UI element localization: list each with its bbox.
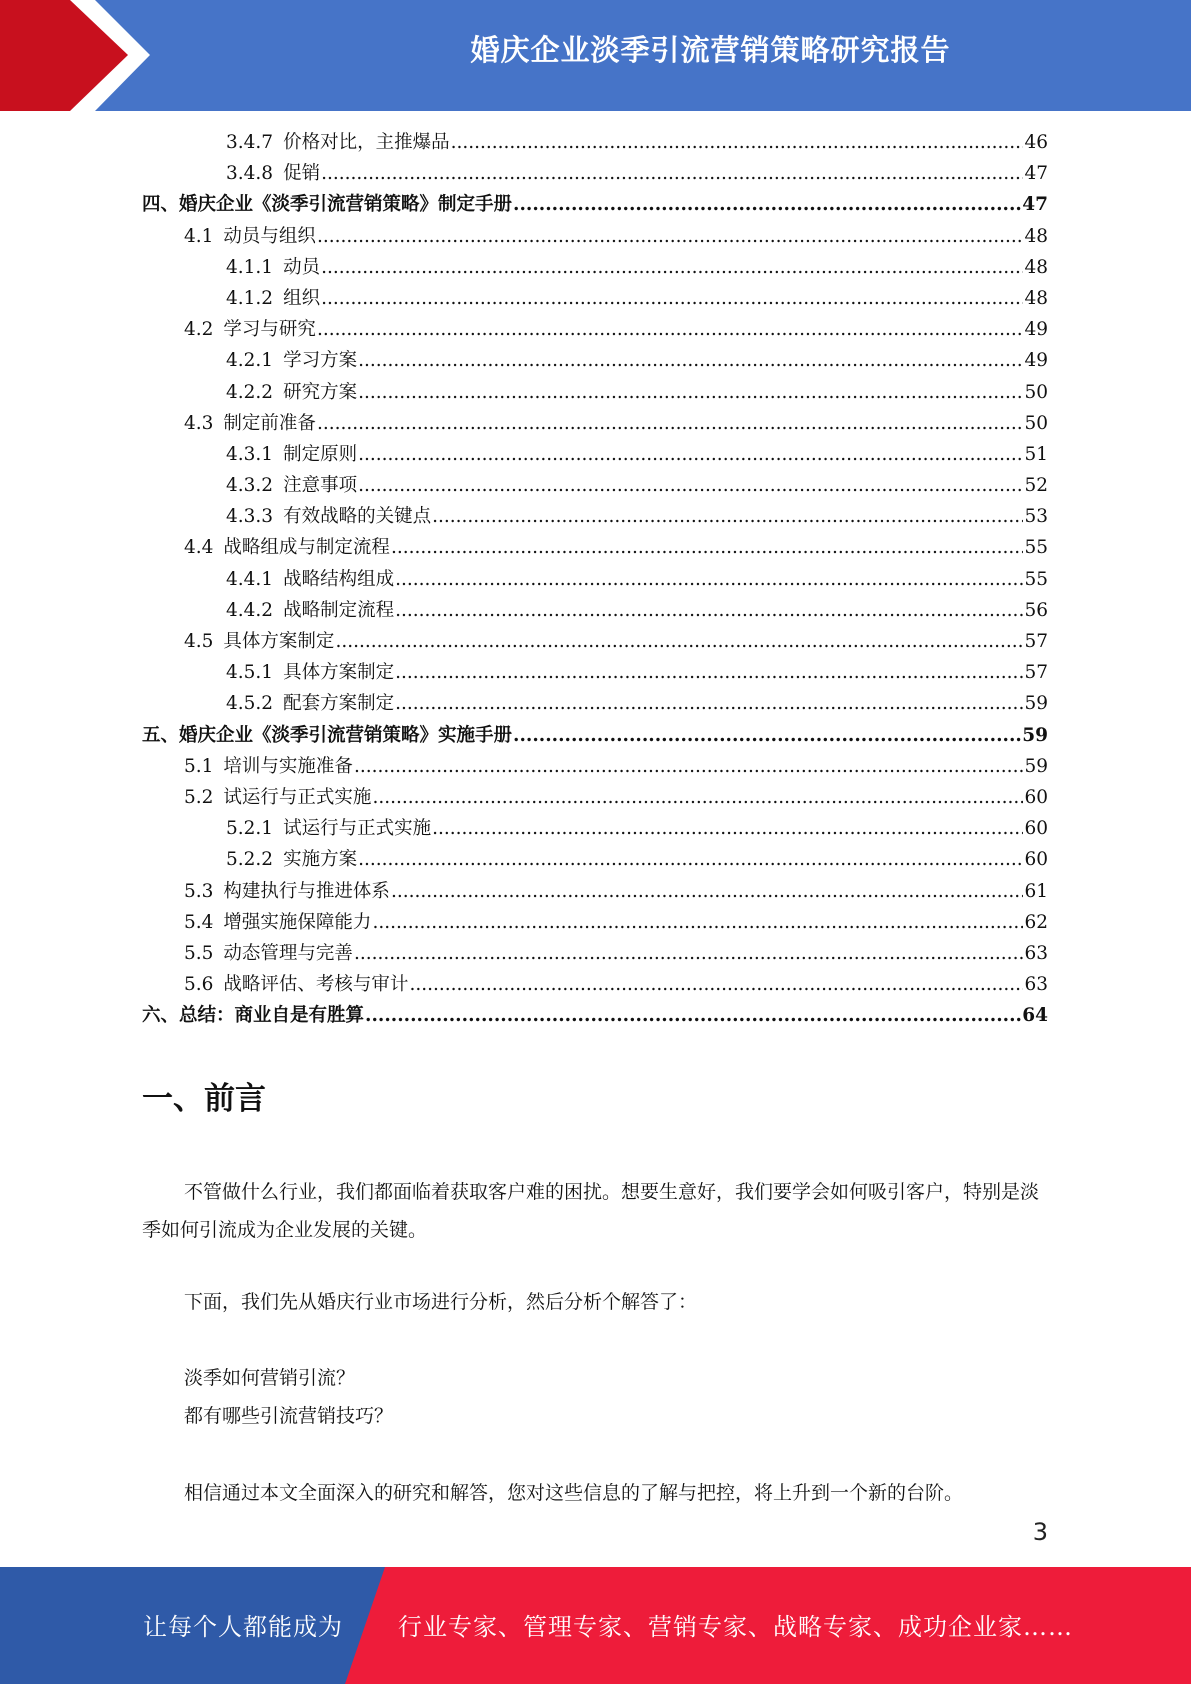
toc-entry-title: 注意事项 [283, 475, 358, 497]
toc-entry-page: 51 [1024, 443, 1048, 465]
toc-entry-page: 55 [1024, 537, 1048, 559]
toc-entry-page: 46 [1024, 132, 1048, 153]
toc-entry[interactable] [142, 907, 1048, 938]
toc-entry-title: 组织 [283, 287, 321, 309]
toc-entry-page: 52 [1024, 475, 1048, 497]
toc-entry-page: 48 [1024, 225, 1048, 247]
toc-entry-number: 4.2.1 [226, 350, 274, 372]
toc-entry-title: 制定前准备 [223, 412, 316, 434]
toc-entry-number: 4.3.2 [226, 475, 274, 497]
toc-entry-number: 3.4.8 [226, 163, 274, 185]
toc-entry-page: 63 [1024, 974, 1048, 996]
toc-entry-title: 试运行与正式实施 [223, 786, 372, 808]
toc-entry-number: 4.4.2 [226, 599, 274, 621]
section-heading: 一、前言 [142, 1081, 266, 1117]
toc-entry-leader [432, 813, 1023, 844]
toc-entry-page: 60 [1024, 818, 1048, 840]
toc-entry-leader [395, 688, 1023, 719]
toc-entry-leader [451, 127, 1024, 158]
toc-entry-leader [372, 782, 1023, 813]
toc-entry-title: 学习方案 [283, 350, 358, 372]
toc-entry-number: 5.6 [184, 974, 214, 996]
toc-entry-page: 60 [1024, 786, 1048, 808]
toc-entry[interactable] [142, 844, 1048, 875]
toc-entry-title: 研究方案 [283, 381, 358, 403]
intro-question-2: 都有哪些引流营销技巧？ [184, 1405, 394, 1427]
toc-entry-page: 48 [1024, 287, 1048, 309]
toc-entry[interactable] [142, 127, 1048, 158]
toc-entry-page: 53 [1024, 506, 1048, 528]
toc-entry-number: 5.3 [184, 880, 214, 902]
toc-entry-leader [321, 283, 1023, 314]
toc-entry[interactable] [142, 345, 1048, 376]
toc-entry-number: 4.1.2 [226, 287, 274, 309]
toc-entry-title: 具体方案制定 [223, 631, 335, 652]
toc-entry[interactable] [142, 657, 1048, 688]
toc-entry-title: 五、婚庆企业《淡季引流营销策略》实施手册 [142, 724, 513, 746]
toc-entry-leader [358, 470, 1023, 501]
page-header [0, 0, 1191, 111]
toc-entry-title: 战略结构组成 [283, 568, 395, 590]
toc-entry-leader [409, 969, 1023, 1000]
toc-entry-number: 5.2 [184, 786, 214, 808]
toc-entry-number: 4.3.1 [226, 443, 274, 465]
table-of-contents [142, 127, 1048, 1031]
toc-entry-leader [372, 907, 1023, 938]
toc-entry[interactable] [142, 595, 1048, 626]
header-title: 婚庆企业淡季引流营销策略研究报告 [470, 33, 951, 67]
toc-entry-title: 实施方案 [283, 849, 358, 871]
toc-entry-leader [513, 189, 1021, 220]
toc-entry-number: 4.1.1 [226, 256, 274, 278]
toc-entry[interactable] [142, 221, 1048, 252]
toc-entry-page: 64 [1022, 1005, 1048, 1027]
toc-entry[interactable] [142, 688, 1048, 719]
toc-entry[interactable] [142, 626, 1048, 657]
intro-paragraph-1: 不管做什么行业，我们都面临着获取客户难的困扰。想要生意好，我们要学会如何吸引客户，特别是淡季如何引流成为企业发展的关键。 [142, 1181, 1040, 1241]
toc-entry-leader [395, 595, 1023, 626]
toc-entry[interactable] [142, 751, 1048, 782]
toc-entry-title: 试运行与正式实施 [283, 818, 432, 840]
toc-entry-page: 56 [1024, 599, 1048, 621]
toc-entry[interactable] [142, 813, 1048, 844]
toc-entry-page: 61 [1024, 880, 1048, 902]
toc-entry[interactable] [142, 470, 1048, 501]
toc-entry-number: 4.1 [184, 225, 214, 247]
toc-entry-number: 4.5 [184, 631, 214, 652]
intro-question-1: 淡季如何营销引流？ [184, 1367, 356, 1389]
toc-entry-page: 59 [1022, 724, 1048, 746]
toc-entry-leader [317, 314, 1024, 345]
toc-entry[interactable] [142, 532, 1048, 563]
toc-entry-leader [354, 938, 1024, 969]
toc-entry-leader [391, 876, 1024, 907]
toc-entry-leader [391, 532, 1024, 563]
toc-entry-title: 具体方案制定 [283, 662, 395, 684]
toc-entry-page: 62 [1024, 911, 1048, 933]
toc-entry-leader [317, 408, 1024, 439]
toc-entry-page: 47 [1024, 163, 1048, 185]
toc-entry-page: 57 [1024, 631, 1048, 652]
toc-entry-title: 动员 [283, 256, 321, 278]
toc-entry-page: 55 [1024, 568, 1048, 590]
toc-entry[interactable] [142, 439, 1048, 470]
toc-entry-page: 57 [1024, 662, 1048, 684]
toc-entry-title: 战略组成与制定流程 [223, 537, 390, 559]
footer-slogan-right: 行业专家、管理专家、营销专家、战略专家、成功企业家…… [398, 1613, 1073, 1641]
intro-paragraph-2: 下面，我们先从婚庆行业市场进行分析，然后分析个解答了： [184, 1291, 698, 1313]
toc-entry-page: 49 [1024, 319, 1048, 341]
toc-entry[interactable] [142, 501, 1048, 532]
toc-entry[interactable] [142, 377, 1048, 408]
toc-entry-title: 动态管理与完善 [223, 942, 353, 964]
toc-entry-title: 战略评估、考核与审计 [223, 974, 409, 996]
toc-entry-leader [358, 439, 1023, 470]
toc-entry-number: 3.4.7 [226, 132, 274, 153]
toc-entry-page: 63 [1024, 942, 1048, 964]
toc-entry-leader [395, 657, 1023, 688]
toc-entry[interactable] [142, 969, 1048, 1000]
toc-entry-number: 4.2.2 [226, 381, 274, 403]
toc-entry-page: 59 [1024, 755, 1048, 777]
toc-entry-number: 5.2.2 [226, 849, 274, 871]
page-number: 3 [1032, 1518, 1048, 1546]
toc-entry-leader [321, 252, 1023, 283]
footer-slogan-left: 让每个人都能成为 [143, 1613, 343, 1641]
page-footer [0, 1567, 1191, 1684]
toc-entry-title: 动员与组织 [223, 225, 316, 247]
toc-entry-title: 战略制定流程 [283, 599, 395, 621]
toc-entry-leader [354, 751, 1024, 782]
toc-entry-leader [358, 345, 1023, 376]
toc-entry-page: 49 [1024, 350, 1048, 372]
toc-entry-number: 4.5.1 [226, 662, 274, 684]
toc-entry-title: 有效战略的关键点 [283, 506, 432, 528]
toc-entry-page: 59 [1024, 693, 1048, 715]
toc-entry-title: 六、总结：商业自是有胜算 [142, 1005, 365, 1027]
toc-entry[interactable] [142, 314, 1048, 345]
toc-entry-title: 促销 [283, 163, 321, 185]
toc-entry-number: 4.5.2 [226, 693, 274, 715]
toc-entry-title: 学习与研究 [223, 319, 316, 341]
toc-entry-leader [335, 626, 1023, 657]
toc-entry[interactable] [142, 782, 1048, 813]
toc-entry-number: 4.4.1 [226, 568, 274, 590]
toc-entry-title: 四、婚庆企业《淡季引流营销策略》制定手册 [142, 194, 513, 216]
toc-entry-title: 价格对比，主推爆品 [283, 132, 450, 153]
toc-entry-leader [358, 844, 1023, 875]
toc-entry[interactable] [142, 408, 1048, 439]
toc-entry[interactable] [142, 158, 1048, 189]
toc-entry-number: 4.2 [184, 319, 214, 341]
toc-entry-leader [432, 501, 1023, 532]
toc-entry[interactable] [142, 189, 1048, 220]
toc-entry-page: 50 [1024, 412, 1048, 434]
toc-entry-title: 培训与实施准备 [223, 755, 353, 777]
intro-paragraph-3: 相信通过本文全面深入的研究和解答，您对这些信息的了解与把控，将上升到一个新的台阶。 [184, 1482, 964, 1504]
toc-entry-leader [317, 221, 1024, 252]
toc-entry-leader [358, 377, 1023, 408]
toc-entry-leader [365, 1000, 1021, 1031]
toc-entry[interactable] [142, 283, 1048, 314]
toc-entry[interactable] [142, 876, 1048, 907]
toc-entry-page: 47 [1022, 194, 1048, 216]
toc-entry[interactable] [142, 720, 1048, 751]
toc-entry-page: 48 [1024, 256, 1048, 278]
toc-entry-leader [395, 564, 1023, 595]
toc-entry-number: 5.2.1 [226, 818, 274, 840]
toc-entry[interactable] [142, 1000, 1048, 1031]
toc-entry-leader [321, 158, 1023, 189]
toc-entry[interactable] [142, 252, 1048, 283]
toc-entry-title: 增强实施保障能力 [223, 911, 372, 933]
toc-entry[interactable] [142, 938, 1048, 969]
toc-entry-title: 配套方案制定 [283, 693, 395, 715]
toc-entry-number: 4.3 [184, 412, 214, 434]
toc-entry-title: 构建执行与推进体系 [223, 880, 390, 902]
toc-entry-number: 4.3.3 [226, 506, 274, 528]
toc-entry-page: 60 [1024, 849, 1048, 871]
toc-entry-number: 5.4 [184, 911, 214, 933]
toc-entry[interactable] [142, 564, 1048, 595]
toc-entry-number: 5.1 [184, 755, 214, 777]
toc-entry-number: 5.5 [184, 942, 214, 964]
toc-entry-page: 50 [1024, 381, 1048, 403]
toc-entry-title: 制定原则 [283, 443, 358, 465]
toc-entry-number: 4.4 [184, 537, 214, 559]
toc-entry-leader [513, 720, 1021, 751]
